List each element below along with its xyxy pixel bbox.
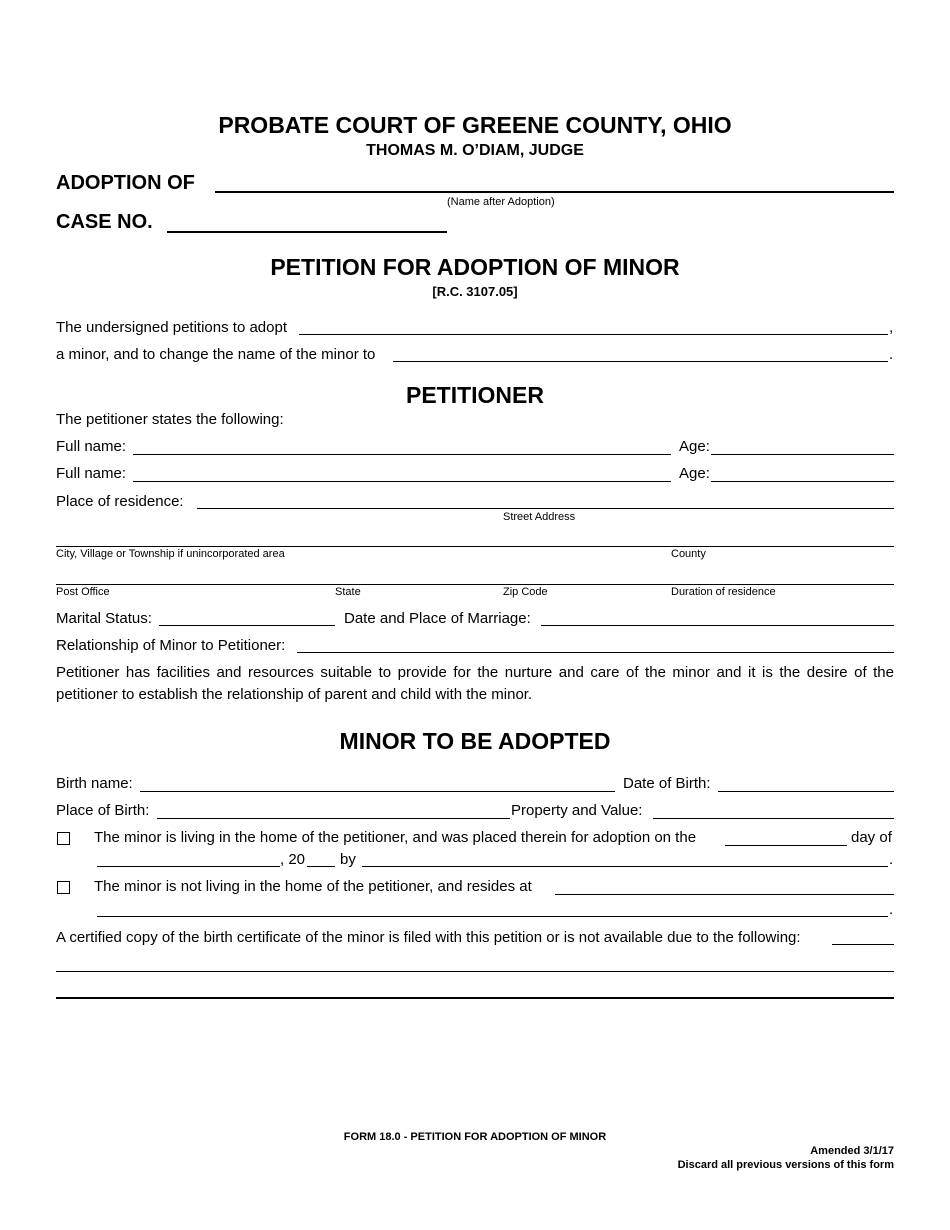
year-prefix: , 20 [280, 851, 306, 868]
city-caption: City, Village or Township if unincorporated area [56, 548, 285, 560]
post-office-caption: Post Office [56, 586, 110, 598]
adoption-name-field[interactable] [215, 191, 894, 193]
age-label-2: Age: [679, 465, 710, 482]
street-address-field[interactable] [197, 508, 894, 509]
not-living-label: The minor is not living in the home of the petitioner, and resides at [94, 878, 532, 895]
placement-month-field[interactable] [97, 866, 280, 867]
street-address-caption: Street Address [503, 511, 576, 523]
petitions-to-adopt-label: The undersigned petitions to adopt [56, 319, 287, 336]
court-name: PROBATE COURT OF GREENE COUNTY, OHIO [218, 112, 732, 138]
marriage-label: Date and Place of Marriage: [344, 610, 531, 627]
discard-notice: Discard all previous versions of this form [677, 1159, 894, 1171]
minor-heading: MINOR TO BE ADOPTED [339, 728, 611, 754]
place-of-birth-label: Place of Birth: [56, 802, 150, 819]
full-name-field-2[interactable] [133, 481, 671, 482]
age-label-1: Age: [679, 438, 710, 455]
period-3: . [889, 901, 894, 918]
amended-date: Amended 3/1/17 [810, 1145, 894, 1157]
case-no-label: CASE NO. [56, 211, 153, 233]
certified-reason-field-3[interactable] [56, 997, 894, 999]
new-name-field[interactable] [393, 361, 888, 362]
statement-line-1: Petitioner has facilities and resources suitable to provide for the nurture and care of the minor and it is the desire of the [56, 664, 894, 681]
birth-name-label: Birth name: [56, 775, 133, 792]
property-label: Property and Value: [511, 802, 643, 819]
name-after-adoption-caption: (Name after Adoption) [447, 196, 555, 208]
placement-year-field[interactable] [307, 866, 335, 867]
resides-at-field-2[interactable] [97, 916, 888, 917]
age-field-2[interactable] [711, 481, 894, 482]
dob-field[interactable] [718, 791, 894, 792]
marital-status-field[interactable] [159, 625, 335, 626]
age-field-1[interactable] [711, 454, 894, 455]
certified-reason-field-2[interactable] [56, 971, 894, 972]
form-number: FORM 18.0 - PETITION FOR ADOPTION OF MINOR [343, 1131, 607, 1143]
full-name-label-2: Full name: [56, 465, 127, 482]
place-of-birth-field[interactable] [157, 818, 510, 819]
comma: , [889, 319, 894, 336]
by-label: by [340, 851, 356, 868]
city-county-field[interactable] [56, 546, 894, 547]
post-office-field[interactable] [56, 584, 894, 585]
certified-copy-label: A certified copy of the birth certificate of the minor is filed with this petition or is not available due to the following: [56, 929, 801, 946]
placement-day-field[interactable] [725, 845, 847, 846]
change-name-label: a minor, and to change the name of the minor to [56, 346, 376, 363]
not-living-checkbox[interactable] [57, 881, 70, 894]
living-in-home-label: The minor is living in the home of the petitioner, and was placed therein for adoption on the [94, 829, 697, 846]
period: . [889, 346, 894, 363]
day-of-label: day of [851, 829, 892, 846]
property-field[interactable] [653, 818, 894, 819]
residence-label: Place of residence: [56, 493, 184, 510]
resides-at-field[interactable] [555, 894, 894, 895]
county-caption: County [671, 548, 706, 560]
dob-label: Date of Birth: [623, 775, 711, 792]
marriage-field[interactable] [541, 625, 894, 626]
case-no-field[interactable] [167, 231, 447, 233]
placed-by-field[interactable] [362, 866, 888, 867]
birth-name-field[interactable] [140, 791, 615, 792]
full-name-label-1: Full name: [56, 438, 127, 455]
living-in-home-checkbox[interactable] [57, 832, 70, 845]
certified-reason-field[interactable] [832, 944, 894, 945]
full-name-field-1[interactable] [133, 454, 671, 455]
marital-status-label: Marital Status: [56, 610, 152, 627]
form-title: PETITION FOR ADOPTION OF MINOR [270, 254, 680, 280]
period-2: . [889, 851, 894, 868]
duration-caption: Duration of residence [671, 586, 776, 598]
petitioner-states-label: The petitioner states the following: [56, 411, 284, 428]
petitioner-heading: PETITIONER [405, 382, 544, 408]
adoption-of-label: ADOPTION OF [56, 172, 195, 194]
relationship-field[interactable] [297, 652, 894, 653]
relationship-label: Relationship of Minor to Petitioner: [56, 637, 286, 654]
statute-reference: [R.C. 3107.05] [432, 284, 518, 299]
minor-name-field[interactable] [299, 334, 888, 335]
zip-caption: Zip Code [503, 586, 548, 598]
judge-name: THOMAS M. O’DIAM, JUDGE [366, 142, 584, 159]
state-caption: State [335, 586, 361, 598]
statement-line-2: petitioner to establish the relationship of parent and child with the minor. [56, 686, 533, 703]
